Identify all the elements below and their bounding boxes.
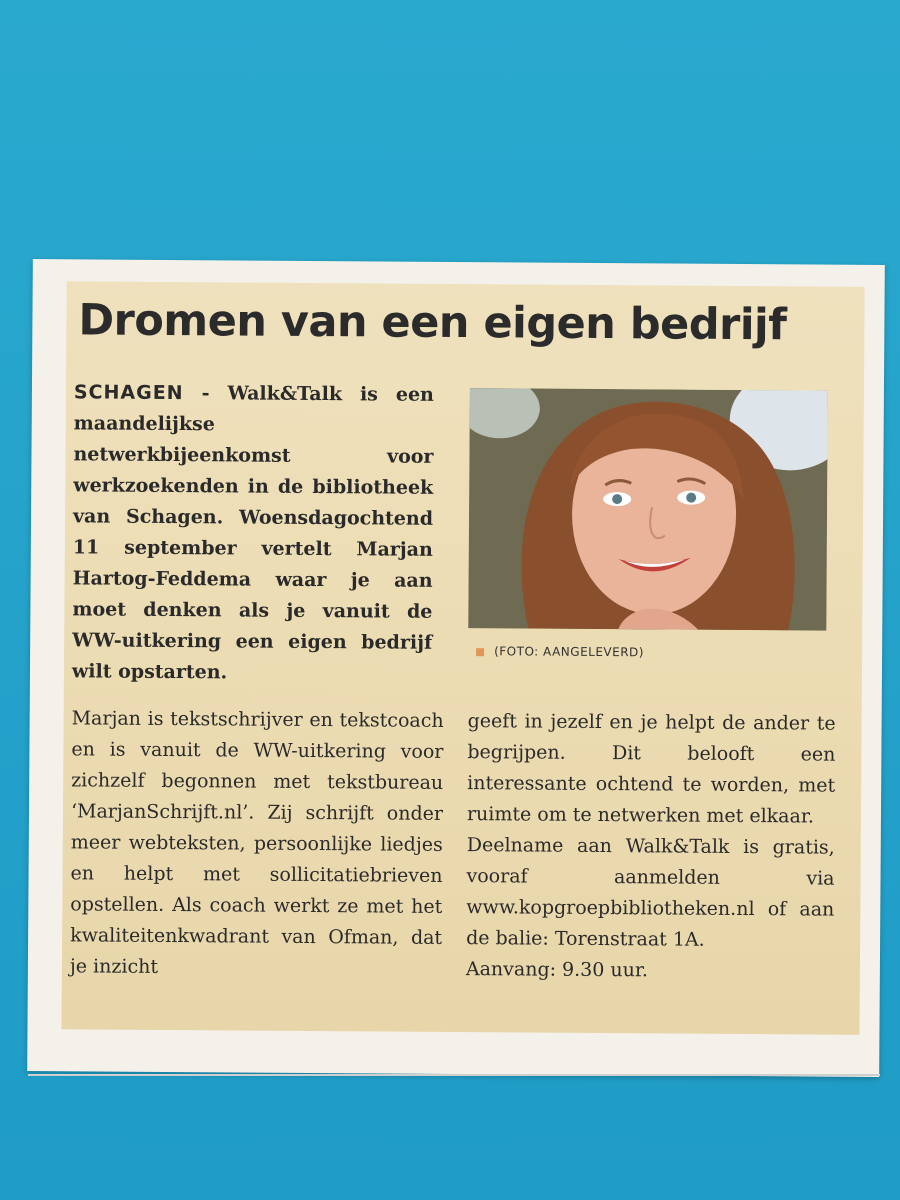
- article-intro: [72, 377, 434, 690]
- photo-caption: [476, 644, 644, 659]
- photo-caption-text: (FOTO: AANGELEVERD): [494, 644, 645, 660]
- article-body-right-registration: Deelname aan Walk&Talk is gratis, vooraf aanmelden via www.kopgroepbibliotheken.nl of aan de balie: Torenstraat 1A.: [466, 834, 835, 951]
- article-box: [61, 281, 864, 1035]
- article-body-left-text: Marjan is tekstschrijver en tekstcoach en is vanuit de WW-uitkering voor zichzelf begonnen met tekstbureau ‘MarjanSchrijft.nl’. Zij schrijft onder meer webteksten, persoonlijke liedjes en helpt met sollicitatiebrieven opstellen. Als coach werkt ze met het kwaliteitenkwadrant van Ofman, dat je inzicht: [69, 707, 444, 978]
- article-dateline: SCHAGEN: [73, 381, 184, 405]
- portrait-photo: [468, 388, 828, 630]
- article-body-right-text: geeft in jezelf en je helpt de ander te begrijpen. Dit belooft een interessante ochtend te worden, met ruimte om te netwerken met elkaar.: [466, 710, 836, 828]
- article-body-right-start-time: Aanvang: 9.30 uur.: [465, 958, 649, 982]
- article-intro-text: - Walk&Talk is een maandelijkse netwerkbijeenkomst voor werkzoekenden in de bibliotheek van Schagen. Woensdagochtend 11 september vertelt Marjan Hartog-Feddema waar je aan moet denken als je vanuit de WW-uitkering een eigen bedrijf wilt opstarten.: [71, 382, 434, 684]
- article-body-left: [70, 703, 444, 985]
- paper-edge: [28, 1074, 880, 1076]
- caption-marker-icon: [476, 648, 484, 656]
- article-body-right: [466, 706, 836, 988]
- portrait-illustration: [468, 388, 828, 630]
- article-headline: Dromen van een eigen bedrijf: [78, 295, 787, 351]
- newspaper-clipping: [27, 259, 885, 1077]
